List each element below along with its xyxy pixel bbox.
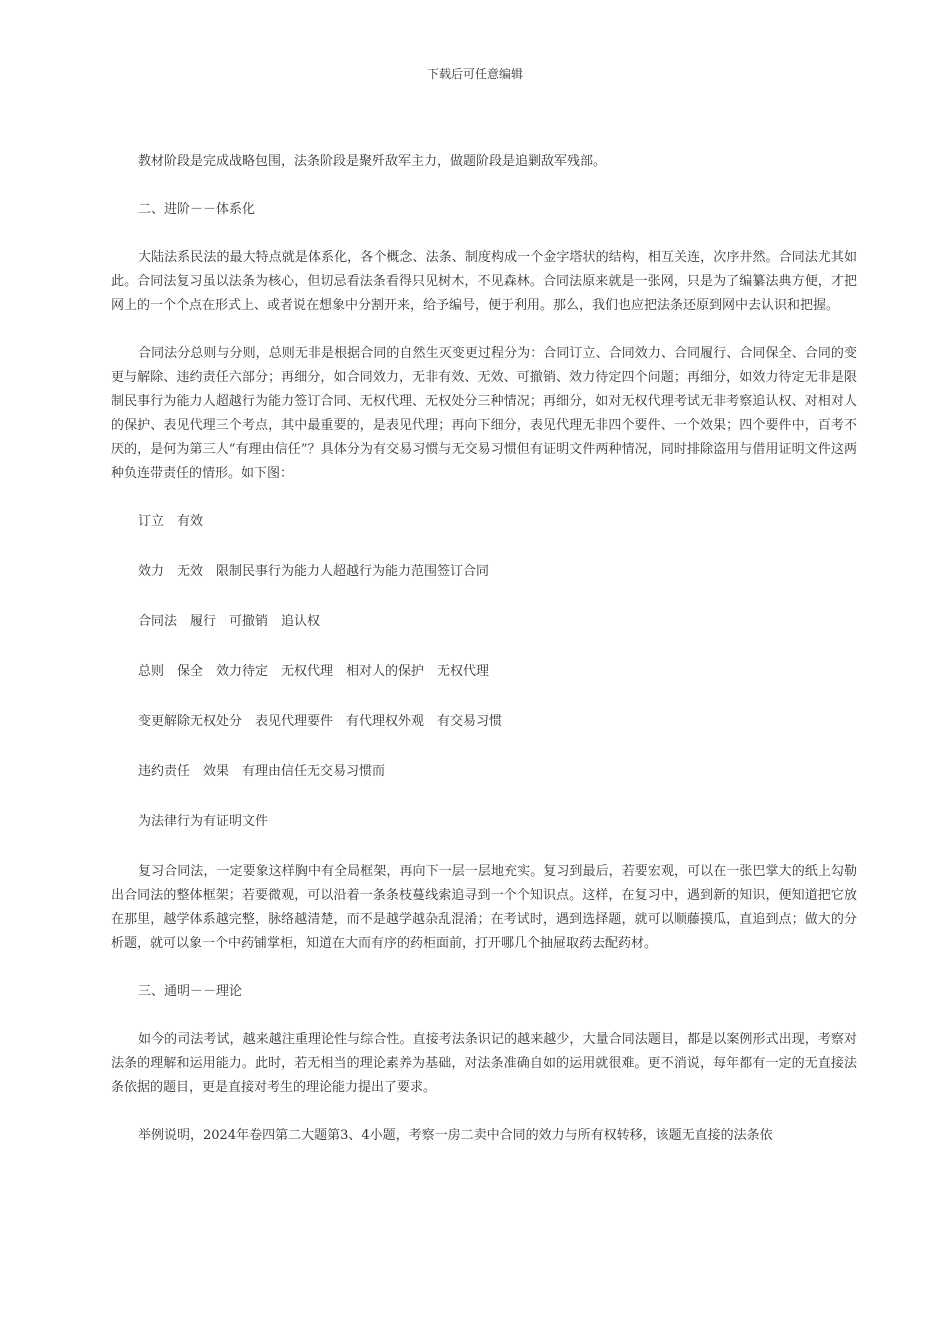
diagram-line: 违约责任 效果 有理由信任无交易习惯而	[138, 764, 386, 779]
structure-diagram	[111, 510, 857, 834]
paragraph-theory: 如今的司法考试，越来越注重理论性与综合性。直接考法条识记的越来越少，大量合同法题目，都是以案例形式出现，考察对法条的理解和运用能力。此时，若无相当的理论素养为基础，对法条准确自如的运用就很难。更不消说，每年都有一定的无直接法条依据的题目，更是直接对考生的理论能力提出了要求。	[111, 1032, 857, 1095]
section-heading-2: 二、进阶－－体系化	[138, 202, 256, 217]
section-heading-3: 三、通明－－理论	[138, 984, 243, 999]
paragraph-systematization: 大陆法系民法的最大特点就是体系化，各个概念、法条、制度构成一个金字塔状的结构，相互关连，次序井然。合同法尤其如此。合同法复习虽以法条为核心，但切忌看法条看得只见树木，不见森林。合同法原来就是一张网，只是为了编纂法典方便，才把网上的一个个点在形式上、或者说在想象中分割开来，给予编号，便于利用。那么，我们也应把法条还原到网中去认识和把握。	[111, 250, 857, 313]
paragraph-intro-summary: 教材阶段是完成战略包围，法条阶段是聚歼敌军主力，做题阶段是追剿敌军残部。	[138, 154, 607, 169]
diagram-line: 订立 有效	[138, 514, 204, 529]
paragraph-review-framework: 复习合同法，一定要象这样胸中有全局框架，再向下一层一层地充实。复习到最后，若要宏观，可以在一张巴掌大的纸上勾勒出合同法的整体框架；若要微观，可以沿着一条条枝蔓线索追寻到一个个知识点。这样，在复习中，遇到新的知识，便知道把它放在那里，越学体系越完整，脉络越清楚，而不是越学越杂乱混淆；在考试时，遇到选择题，就可以顺藤摸瓜，直追到点；做大的分析题，就可以象一个中药铺掌柜，知道在大而有序的药柜面前，打开哪几个抽屉取药去配药材。	[111, 864, 857, 951]
document-body	[111, 150, 857, 1172]
diagram-line: 变更解除无权处分 表见代理要件 有代理权外观 有交易习惯	[138, 714, 503, 729]
paragraph-contract-law-structure: 合同法分总则与分则，总则无非是根据合同的自然生灭变更过程分为：合同订立、合同效力、合同履行、合同保全、合同的变更与解除、违约责任六部分；再细分，如合同效力，无非有效、无效、可撤销、效力待定四个问题；再细分，如效力待定无非是限制民事行为能力人超越行为能力签订合同、无权代理、无权处分三种情况；再细分，如对无权代理考试无非考察追认权、对相对人的保护、表见代理三个考点，其中最重要的，是表见代理；再向下细分，表见代理无非四个要件、一个效果；四个要件中，百考不厌的，是何为第三人“有理由信任”？具体分为有交易习惯与无交易习惯但有证明文件两种情况，同时排除盗用与借用证明文件这两种负连带责任的情形。如下图：	[111, 346, 857, 481]
diagram-line: 总则 保全 效力待定 无权代理 相对人的保护 无权代理	[138, 664, 490, 679]
diagram-line: 合同法 履行 可撤销 追认权	[138, 614, 321, 629]
diagram-line: 效力 无效 限制民事行为能力人超越行为能力范围签订合同	[138, 564, 490, 579]
diagram-line: 为法律行为有证明文件	[138, 814, 269, 829]
page-header-note: 下载后可任意编辑	[426, 67, 523, 81]
paragraph-example: 举例说明，2024年卷四第二大题第3、4小题，考察一房二卖中合同的效力与所有权转移，该题无直接的法条依	[138, 1128, 773, 1143]
